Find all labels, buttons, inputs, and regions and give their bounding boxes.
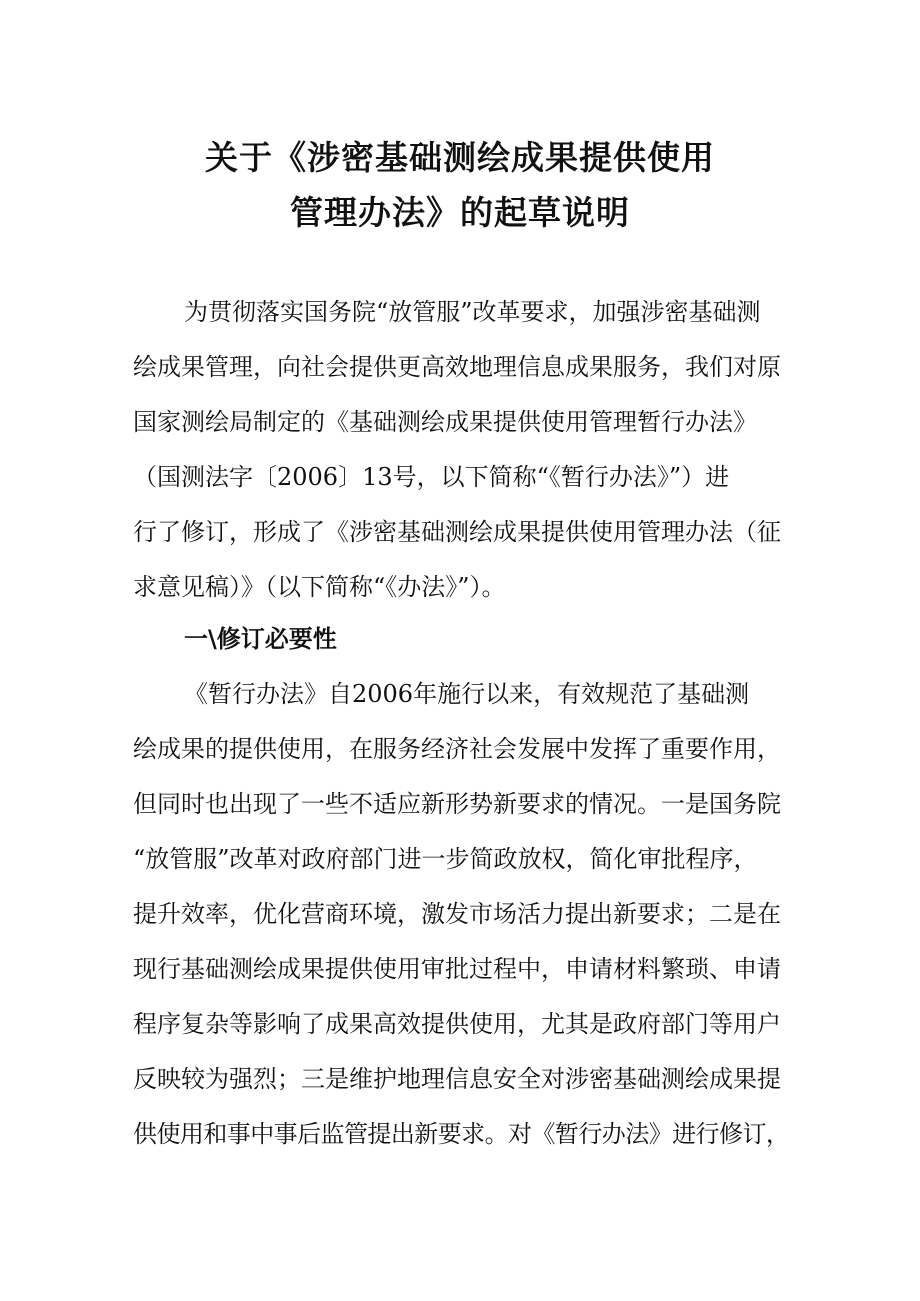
paragraph-line: 行了修订，形成了《涉密基础测绘成果提供使用管理办法（征 xyxy=(133,518,781,546)
paragraph-line: “放管服”改革对政府部门进一步简政放权，简化审批程序， xyxy=(133,845,758,873)
section-heading: 一\修订必要性 xyxy=(184,625,337,653)
paragraph-line: 绘成果管理，向社会提供更高效地理信息成果服务，我们对原 xyxy=(133,353,781,381)
document-title-line-1: 关于《涉密基础测绘成果提供使用 xyxy=(205,138,715,177)
paragraph-line: 反映较为强烈；三是维护地理信息安全对涉密基础测绘成果提 xyxy=(133,1065,781,1093)
paragraph-line: 但同时也出现了一些不适应新形势新要求的情况。一是国务院 xyxy=(133,790,781,818)
paragraph-line: 求意见稿）》（以下简称“《办法》”）。 xyxy=(133,573,506,601)
paragraph-line: 提升效率，优化营商环境，激发市场活力提出新要求；二是在 xyxy=(133,900,781,928)
paragraph-line: 为贯彻落实国务院“放管服”改革要求，加强涉密基础测 xyxy=(184,298,761,326)
document-title-line-2: 管理办法》的起草说明 xyxy=(290,193,630,232)
paragraph-line: 供使用和事中事后监管提出新要求。对《暂行办法》进行修订， xyxy=(133,1120,790,1148)
paragraph-line: 《暂行办法》自2006年施行以来，有效规范了基础测 xyxy=(184,680,750,708)
paragraph-line: （国测法字〔2006〕13号，以下简称“《暂行办法》”）进 xyxy=(133,463,730,491)
paragraph-line: 国家测绘局制定的《基础测绘成果提供使用管理暂行办法》 xyxy=(133,408,757,436)
paragraph-line: 现行基础测绘成果提供使用审批过程中，申请材料繁琐、申请 xyxy=(133,955,781,983)
paragraph-line: 程序复杂等影响了成果高效提供使用，尤其是政府部门等用户 xyxy=(133,1010,781,1038)
paragraph-line: 绘成果的提供使用，在服务经济社会发展中发挥了重要作用， xyxy=(133,735,781,763)
